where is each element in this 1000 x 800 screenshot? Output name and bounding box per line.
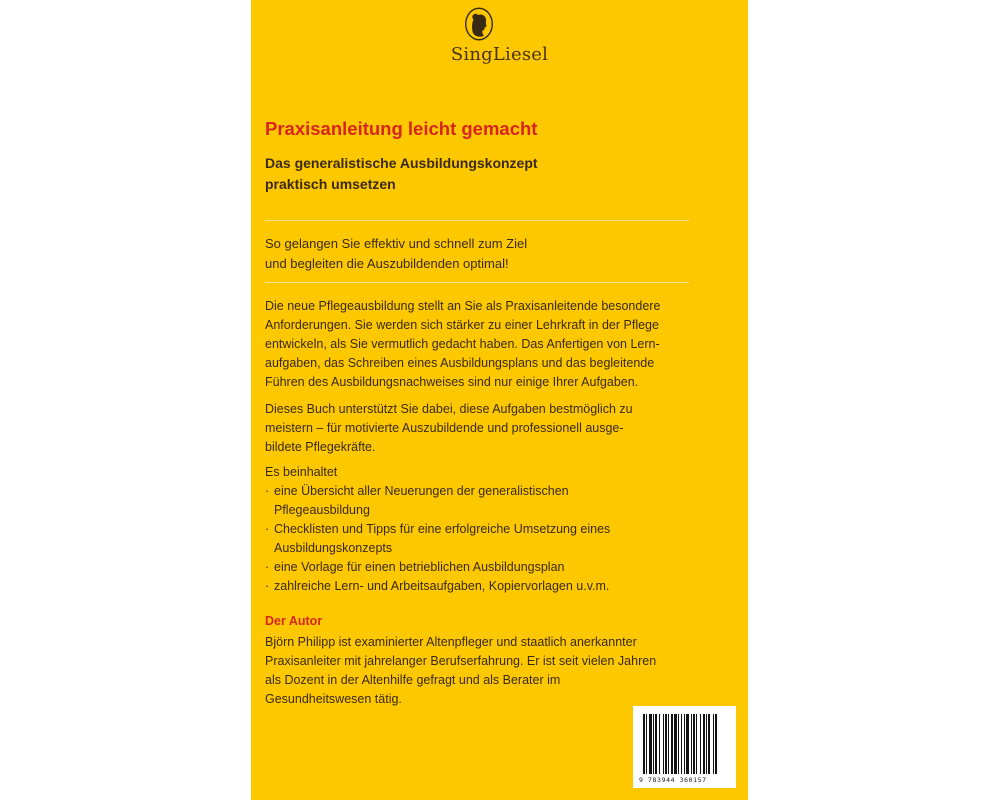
description-paragraph: [265, 297, 705, 392]
list-item: [265, 558, 705, 577]
paragraph-line: entwickeln, als Sie vermutlich gedacht haben. Das Anfertigen von Lern-: [265, 337, 660, 351]
barcode-bar: [681, 714, 682, 774]
barcode-bar: [659, 714, 660, 774]
list-intro: Es beinhaltet: [265, 465, 338, 479]
barcode-bar: [655, 714, 657, 774]
barcode-bar: [691, 714, 692, 774]
barcode-bar: [653, 714, 654, 774]
barcode-bar: [663, 714, 664, 774]
list-item: [265, 520, 705, 558]
barcode-bar: [649, 714, 652, 774]
list-item-line: · eine Übersicht aller Neuerungen der generalistischen: [274, 484, 569, 498]
barcode-bar: [643, 714, 645, 774]
list-item-line: · eine Vorlage für einen betrieblichen Ausbildungsplan: [274, 560, 565, 574]
list-item-line: · zahlreiche Lern- und Arbeitsaufgaben, Kopiervorlagen u.v.m.: [274, 579, 610, 593]
divider-line: [265, 220, 689, 221]
barcode: [633, 706, 736, 788]
paragraph-line: bildete Pflegekräfte.: [265, 440, 376, 454]
paragraph-line: Anforderungen. Sie werden sich stärker zu einer Lehrkraft in der Pflege: [265, 318, 659, 332]
list-item-line: · Checklisten und Tipps für eine erfolgreiche Umsetzung eines: [274, 522, 611, 536]
barcode-bar: [686, 714, 689, 774]
barcode-bar: [706, 714, 707, 774]
paragraph-line: Dieses Buch unterstützt Sie dabei, diese Aufgaben bestmöglich zu: [265, 402, 633, 416]
publisher-logo-text: SingLiesel: [450, 44, 549, 65]
tagline: [265, 234, 705, 274]
subtitle-line: praktisch umsetzen: [265, 176, 396, 192]
barcode-bar: [665, 714, 667, 774]
author-line: als Dozent in der Altenhilfe gefragt und als Berater im: [265, 673, 561, 687]
author-heading: Der Autor: [265, 614, 323, 628]
paragraph-line: Die neue Pflegeausbildung stellt an Sie als Praxisanleitende besondere: [265, 299, 661, 313]
barcode-bar: [674, 714, 677, 774]
tagline-line: So gelangen Sie effektiv und schnell zum Ziel: [265, 236, 528, 251]
barcode-bar: [703, 714, 705, 774]
list-item-line: Ausbildungskonzepts: [274, 541, 393, 555]
singing-woman-silhouette-icon: [463, 6, 495, 42]
author-bio: [265, 633, 715, 709]
barcode-bar: [715, 714, 717, 774]
author-line: Gesundheitswesen tätig.: [265, 692, 402, 706]
book-back-cover: [251, 0, 748, 800]
tagline-line: und begleiten die Auszubildenden optimal!: [265, 256, 509, 271]
barcode-bar: [646, 714, 647, 774]
contents-list: [265, 482, 705, 596]
list-item: [265, 577, 705, 596]
barcode-bar: [713, 714, 714, 774]
author-line: Björn Philipp ist examinierter Altenpfleger und staatlich anerkannter: [265, 635, 637, 649]
paragraph-line: aufgaben, das Schreiben eines Ausbildungsplans und das begleitende: [265, 356, 655, 370]
barcode-bar: [708, 714, 710, 774]
barcode-bar: [678, 714, 679, 774]
subtitle-line: Das generalistische Ausbildungskonzept: [265, 155, 538, 171]
barcode-bar: [696, 714, 697, 774]
barcode-bar: [671, 714, 673, 774]
paragraph-line: Führen des Ausbildungsnachweises sind nur einige Ihrer Aufgaben.: [265, 375, 639, 389]
book-subtitle: [265, 153, 705, 195]
list-item: [265, 482, 705, 520]
barcode-bar: [693, 714, 695, 774]
book-title: Praxisanleitung leicht gemacht: [265, 118, 538, 139]
author-line: Praxisanleiter mit jahrelanger Berufserfahrung. Er ist seit vielen Jahren: [265, 654, 657, 668]
divider-line: [265, 282, 689, 283]
list-item-line: Pflegeausbildung: [274, 503, 370, 517]
barcode-bar: [684, 714, 685, 774]
description-paragraph: [265, 400, 705, 457]
barcode-bars-icon: [643, 714, 726, 774]
barcode-bar: [700, 714, 701, 774]
barcode-bar: [668, 714, 669, 774]
paragraph-line: meistern – für motivierte Auszubildende und professionell ausge-: [265, 421, 624, 435]
barcode-number: 9 783944 360157: [639, 776, 707, 784]
